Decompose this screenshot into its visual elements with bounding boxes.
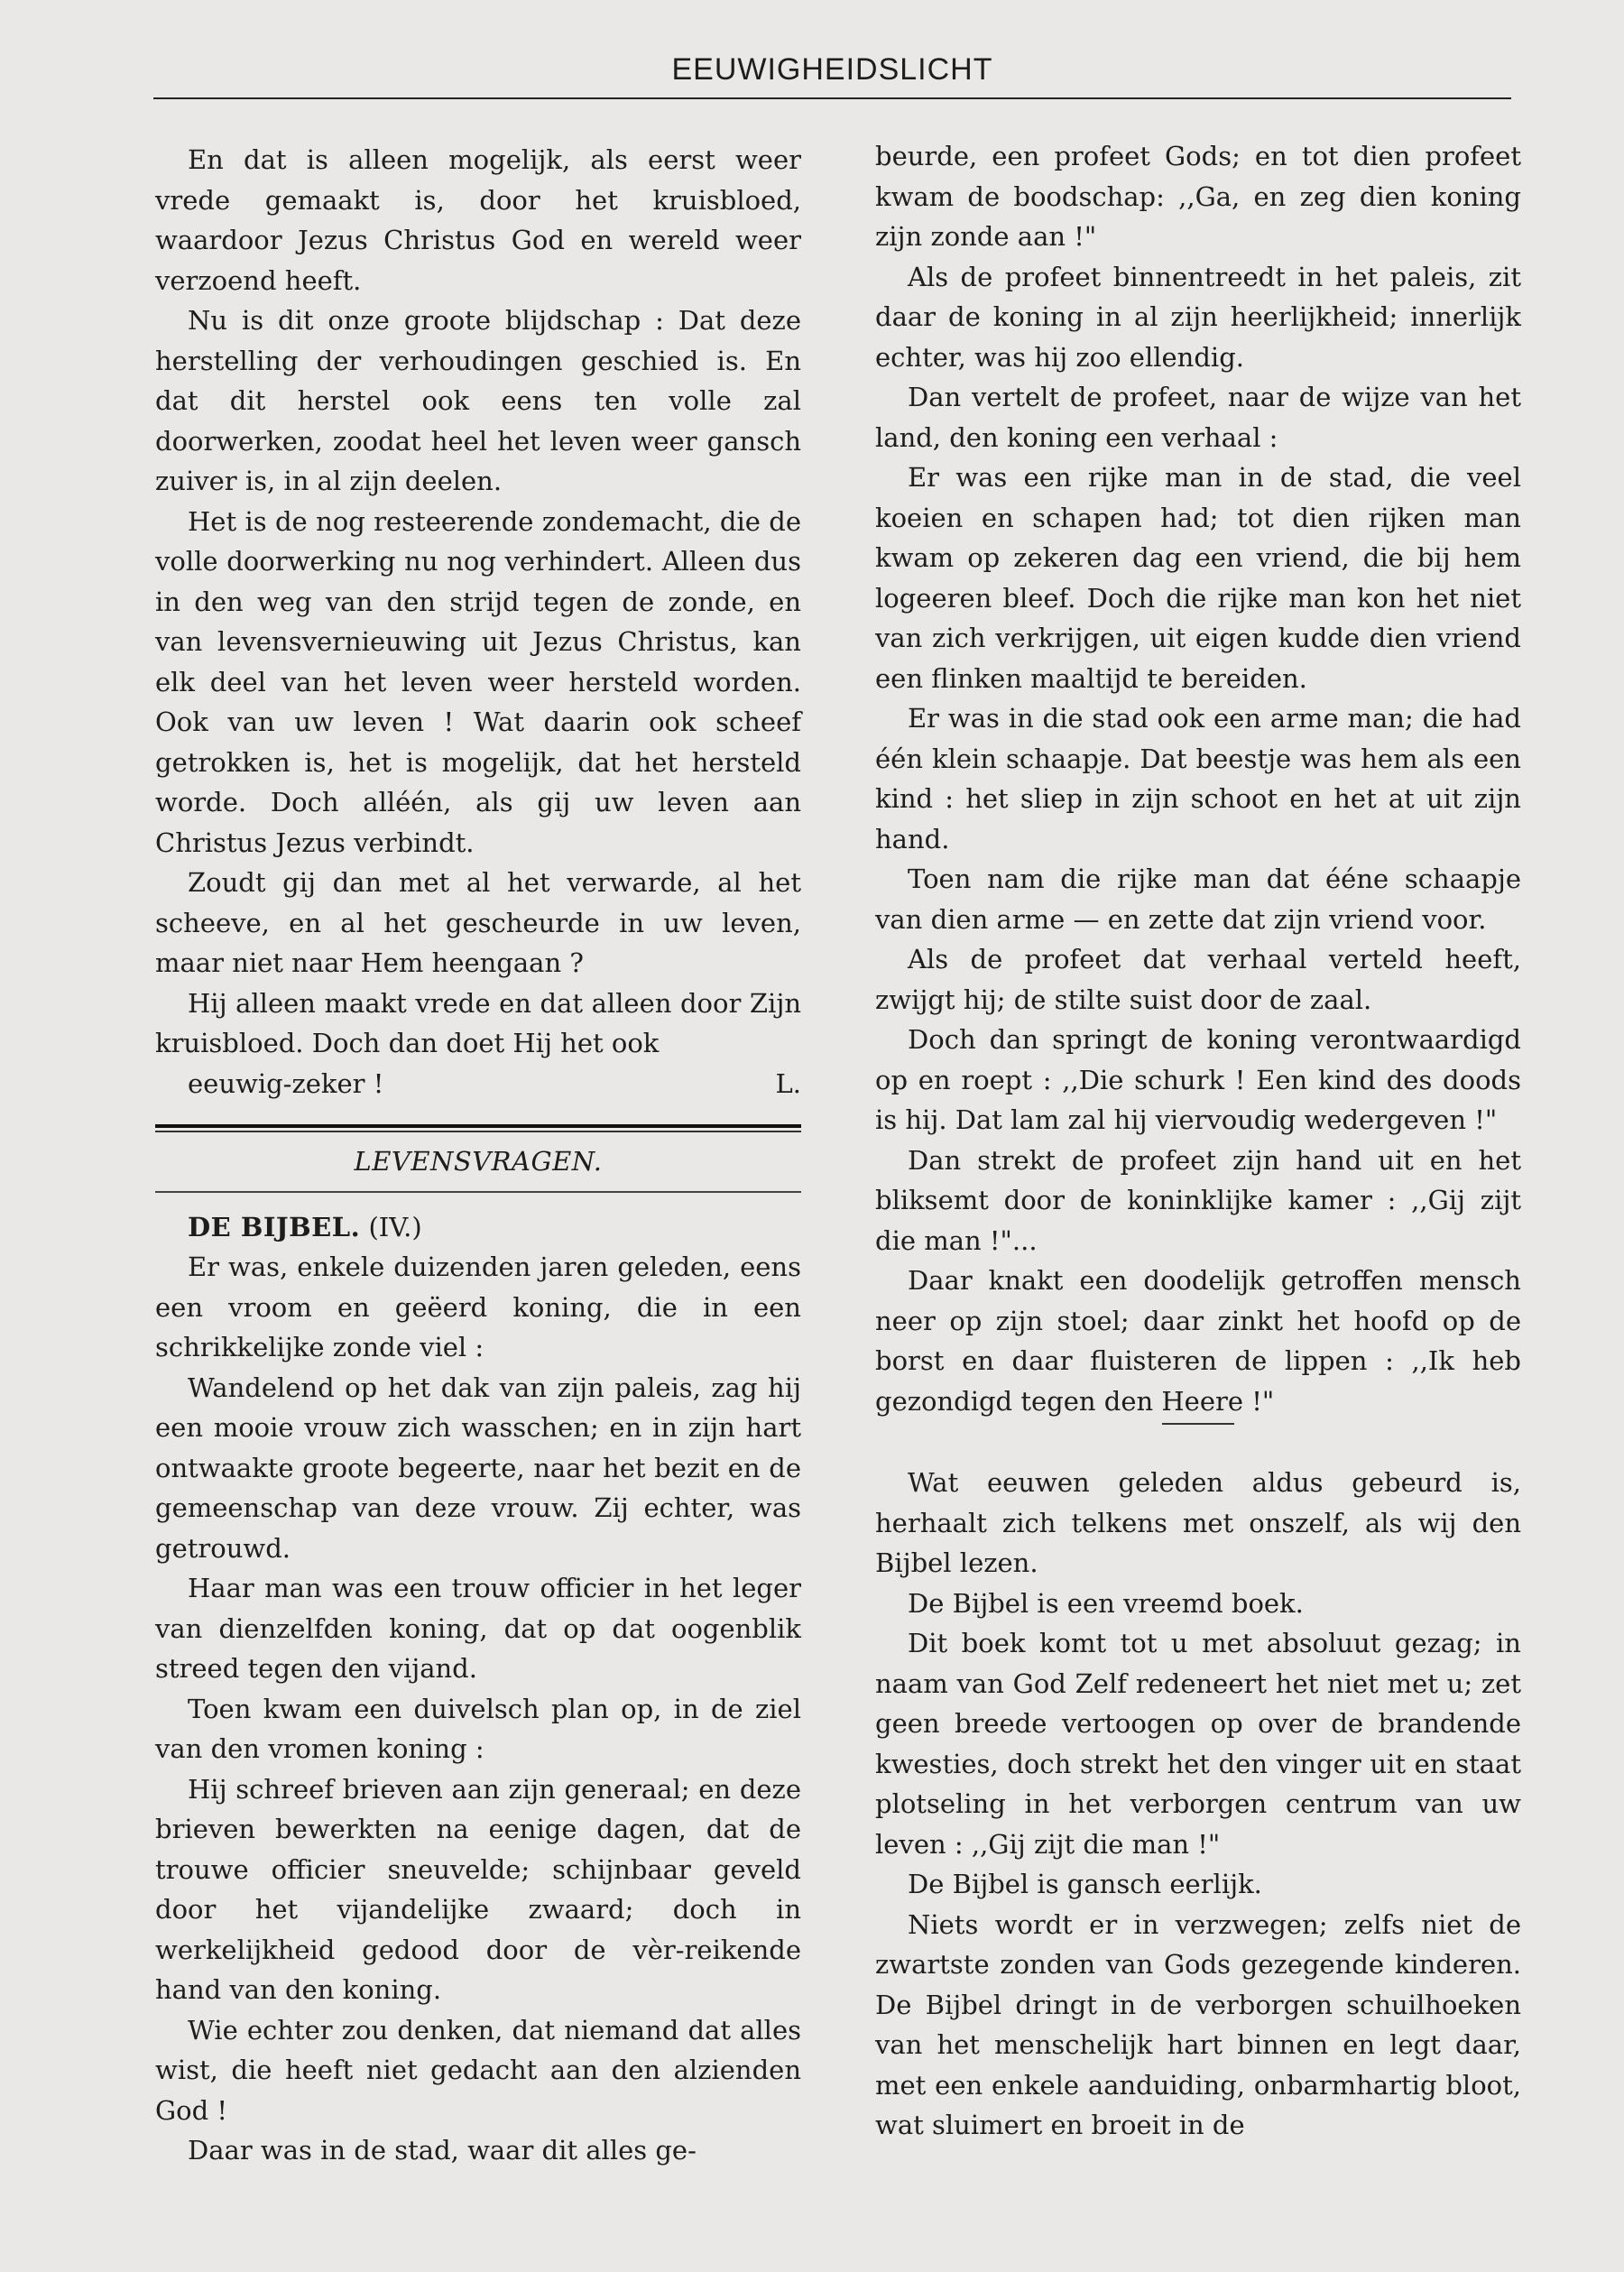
- paragraph: Dit boek komt tot u met absoluut gezag; in naam van God Zelf redeneert het niet met u; zet geen breede vertoogen op over de brandende kwesties, doch strekt het den vinger uit en staat plotseling in het verborgen centrum van uw leven : ,,Gij zijt die man !": [875, 1628, 1521, 1860]
- left-paragraphs: [155, 140, 801, 1064]
- running-header: EEUWIGHEIDSLICHT: [671, 52, 993, 87]
- author-signature: L.: [775, 1067, 801, 1099]
- paragraph: Het is de nog resteerende zondemacht, die de volle doorwerking nu nog verhindert. Alleen dus in den weg van den strijd tegen de zonde, en van levensvernieuwing uit Jezus Christus, kan elk deel van het leven weer hersteld worden. Ook van uw leven ! Wat daarin ook scheef getrokken is, het is mogelijk, dat het hersteld worde. Doch alléén, als gij uw leven aan Christus Jezus verbindt.: [155, 505, 801, 858]
- article-title: DE BIJBEL.: [188, 1211, 361, 1242]
- closing-line-row: [155, 1064, 801, 1104]
- paragraph: Toen kwam een duivelsch plan op, in de ziel van den vromen koning :: [155, 1693, 801, 1764]
- scene-break: [875, 1423, 1521, 1463]
- right-paragraphs-top: [875, 136, 1521, 1421]
- paragraph: Doch dan springt de koning verontwaardigd op en roept : ,,Die schurk ! Een kind des doods is hij. Dat lam zal hij viervoudig wedergeven !": [875, 1024, 1521, 1135]
- section-title: LEVENSVRAGEN.: [354, 1146, 603, 1177]
- paragraph: Niets wordt er in verzwegen; zelfs niet de zwartste zonden van Gods gezegende kinderen. De Bijbel dringt in de verborgen schuilhoeken van het menschelijk hart binnen en legt daar, met een enkele aanduiding, onbarmhartig bloot, wat sluimert en broeit in de: [875, 1908, 1521, 2140]
- paragraph: Er was in die stad ook een arme man; die had één klein schaapje. Dat beestje was hem als een kind : het sliep in zijn schoot en het at uit zijn hand.: [875, 703, 1521, 854]
- paragraph: Dan strekt de profeet zijn hand uit en het bliksemt door de koninklijke kamer : ,,Gij zijt die man !"...: [875, 1144, 1521, 1256]
- left-column: [155, 140, 801, 2171]
- paragraph: Toen nam die rijke man dat ééne schaapje van dien arme — en zette dat zijn vriend voor.: [875, 864, 1521, 935]
- paragraph: Nu is dit onze groote blijdschap : Dat deze herstelling der verhoudingen geschied is. En dat dit herstel ook eens ten volle zal doorwerken, zoodat heel het leven weer gansch zuiver is, in al zijn deelen.: [155, 305, 801, 496]
- section-title-rule: [155, 1191, 801, 1193]
- paragraph: En dat is alleen mogelijk, als eerst weer vrede gemaakt is, door het kruisbloed, waardoor Jezus Christus God en wereld weer verzoend heeft.: [155, 144, 801, 296]
- paragraph: Er was een rijke man in de stad, die veel koeien en schapen had; tot dien rijken man kwam op zekeren dag een vriend, die bij hem logeeren bleef. Doch die rijke man kon het niet van zich verkrijgen, uit eigen kudde dien vriend een flinken maaltijd te bereiden.: [875, 462, 1521, 694]
- paragraph: Daar was in de stad, waar dit alles ge-: [188, 2135, 697, 2166]
- paragraph: Als de profeet binnentreedt in het paleis, zit daar de koning in al zijn heerlijkheid; innerlijk echter, was hij zoo ellendig.: [875, 261, 1521, 373]
- right-paragraphs-bottom: [875, 1463, 1521, 2146]
- article-heading: [155, 1207, 801, 1248]
- header-rule: [153, 97, 1511, 99]
- paragraph: Wandelend op het dak van zijn paleis, zag hij een mooie vrouw zich wasschen; en in zijn hart ontwaakte groote begeerte, naar het bezit en de gemeenschap van deze vrouw. Zij echter, was getrouwd.: [155, 1372, 801, 1564]
- article-paragraphs: [155, 1247, 801, 2171]
- paragraph: Er was, enkele duizenden jaren geleden, eens een vroom en geëerd koning, die in een schrikkelijke zonde viel :: [155, 1251, 801, 1362]
- section-divider-thin: [155, 1131, 801, 1132]
- paragraph: Hij schreef brieven aan zijn generaal; en deze brieven bewerkten na eenige dagen, dat de trouwe officier sneuvelde; schijnbaar geveld door het vijandelijke zwaard; doch in werkelijkheid gedood door de vèr-reikende hand van den koning.: [155, 1773, 801, 2005]
- paragraph: Dan vertelt de profeet, naar de wijze van het land, den koning een verhaal :: [875, 382, 1521, 453]
- article-number: (IV.): [368, 1211, 422, 1242]
- paragraph: De Bijbel is gansch eerlijk.: [908, 1869, 1262, 1899]
- paragraph: Als de profeet dat verhaal verteld heeft, zwijgt hij; de stilte suist door de zaal.: [875, 944, 1521, 1015]
- paragraph: Hij alleen maakt vrede en dat alleen door Zijn kruisbloed. Doch dan doet Hij het ook: [155, 987, 801, 1058]
- section-divider-thick: [155, 1124, 801, 1128]
- paragraph: Haar man was een trouw officier in het leger van dienzelfden koning, dat op dat oogenblik streed tegen den vijand.: [155, 1573, 801, 1684]
- paragraph: Daar knakt een doodelijk getroffen mensch neer op zijn stoel; daar zinkt het hoofd op de borst en daar fluisteren de lippen : ,,Ik heb gezondigd tegen den Heere !": [875, 1265, 1521, 1417]
- paragraph: beurde, een profeet Gods; en tot dien profeet kwam de boodschap: ,,Ga, en zeg dien koning zijn zonde aan !": [875, 141, 1521, 252]
- right-column: [875, 136, 1521, 2146]
- paragraph: Wie echter zou denken, dat niemand dat alles wist, die heeft niet gedacht aan den alzienden God !: [155, 2014, 801, 2126]
- closing-line: eeuwig-zeker !: [188, 1067, 384, 1099]
- paragraph: De Bijbel is een vreemd boek.: [908, 1587, 1304, 1619]
- paragraph: Wat eeuwen geleden aldus gebeurd is, herhaalt zich telkens met onszelf, als wij den Bijbel lezen.: [875, 1467, 1521, 1578]
- paragraph: Zoudt gij dan met al het verwarde, al het scheeve, en al het gescheurde in uw leven, maar niet naar Hem heengaan ?: [155, 867, 801, 978]
